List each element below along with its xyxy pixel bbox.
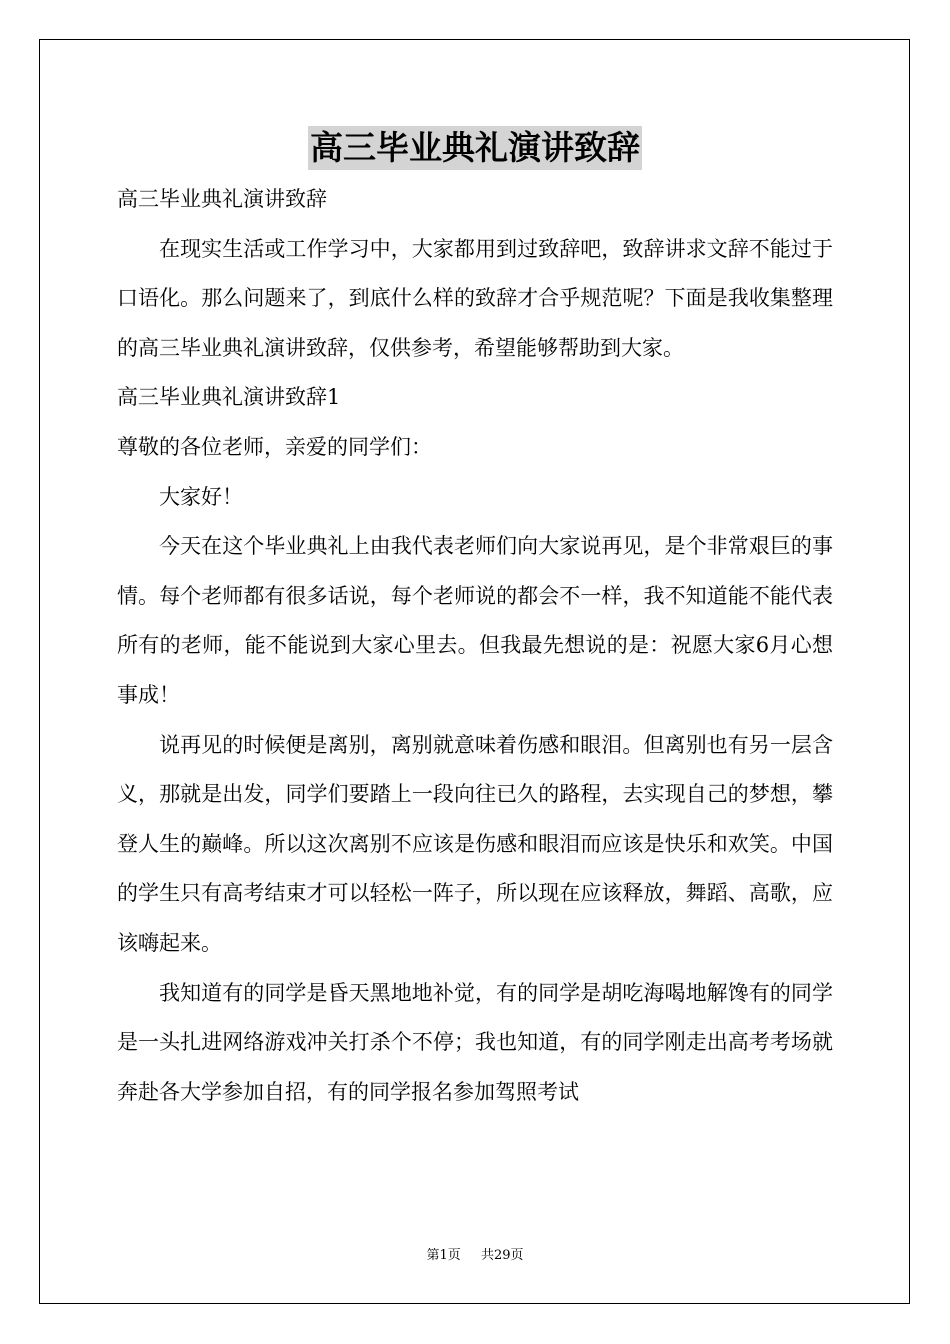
document-title: 高三毕业典礼演讲致辞 xyxy=(308,126,642,170)
salutation-paragraph: 尊敬的各位老师，亲爱的同学们： xyxy=(117,434,432,459)
intro-paragraph: 在现实生活或工作学习中，大家都用到过致辞吧，致辞讲求文辞不能过于口语化。那么问题来了，到底什么样的致辞才合乎规范呢？下面是我收集整理的高三毕业典礼演讲致辞，仅供参考，希望能够帮助到大家。 xyxy=(117,236,833,360)
section-heading: 高三毕业典礼演讲致辞1 xyxy=(117,385,341,410)
subtitle-paragraph: 高三毕业典礼演讲致辞 xyxy=(117,187,327,211)
body-paragraph: 我知道有的同学是昏天黑地地补觉，有的同学是胡吃海喝地解馋有的同学是一头扎进网络游戏冲关打杀个不停；我也知道，有的同学刚走出高考考场就奔赴各大学参加自招，有的同学报名参加驾照考试 xyxy=(117,980,833,1104)
greeting-paragraph: 大家好！ xyxy=(159,484,243,509)
body-paragraph: 今天在这个毕业典礼上由我代表老师们向大家说再见，是个非常艰巨的事情。每个老师都有很多话说，每个老师说的都会不一样，我不知道能不能代表所有的老师，能不能说到大家心里去。但我最先想说的是：祝愿大家6月心想事成！ xyxy=(117,534,833,707)
document-body xyxy=(117,175,833,1117)
body-paragraph: 说再见的时候便是离别，离别就意味着伤感和眼泪。但离别也有另一层含义，那就是出发，同学们要踏上一段向往已久的路程，去实现自己的梦想，攀登人生的巅峰。所以这次离别不应该是伤感和眼泪而应该是快乐和欢笑。中国的学生只有高考结束才可以轻松一阵子，所以现在应该释放，舞蹈、高歌，应该嗨起来。 xyxy=(117,732,833,955)
page-footer xyxy=(0,1247,950,1265)
page-number: 第1页 xyxy=(426,1248,461,1263)
total-pages: 共29页 xyxy=(480,1248,524,1263)
title-container xyxy=(0,126,950,170)
